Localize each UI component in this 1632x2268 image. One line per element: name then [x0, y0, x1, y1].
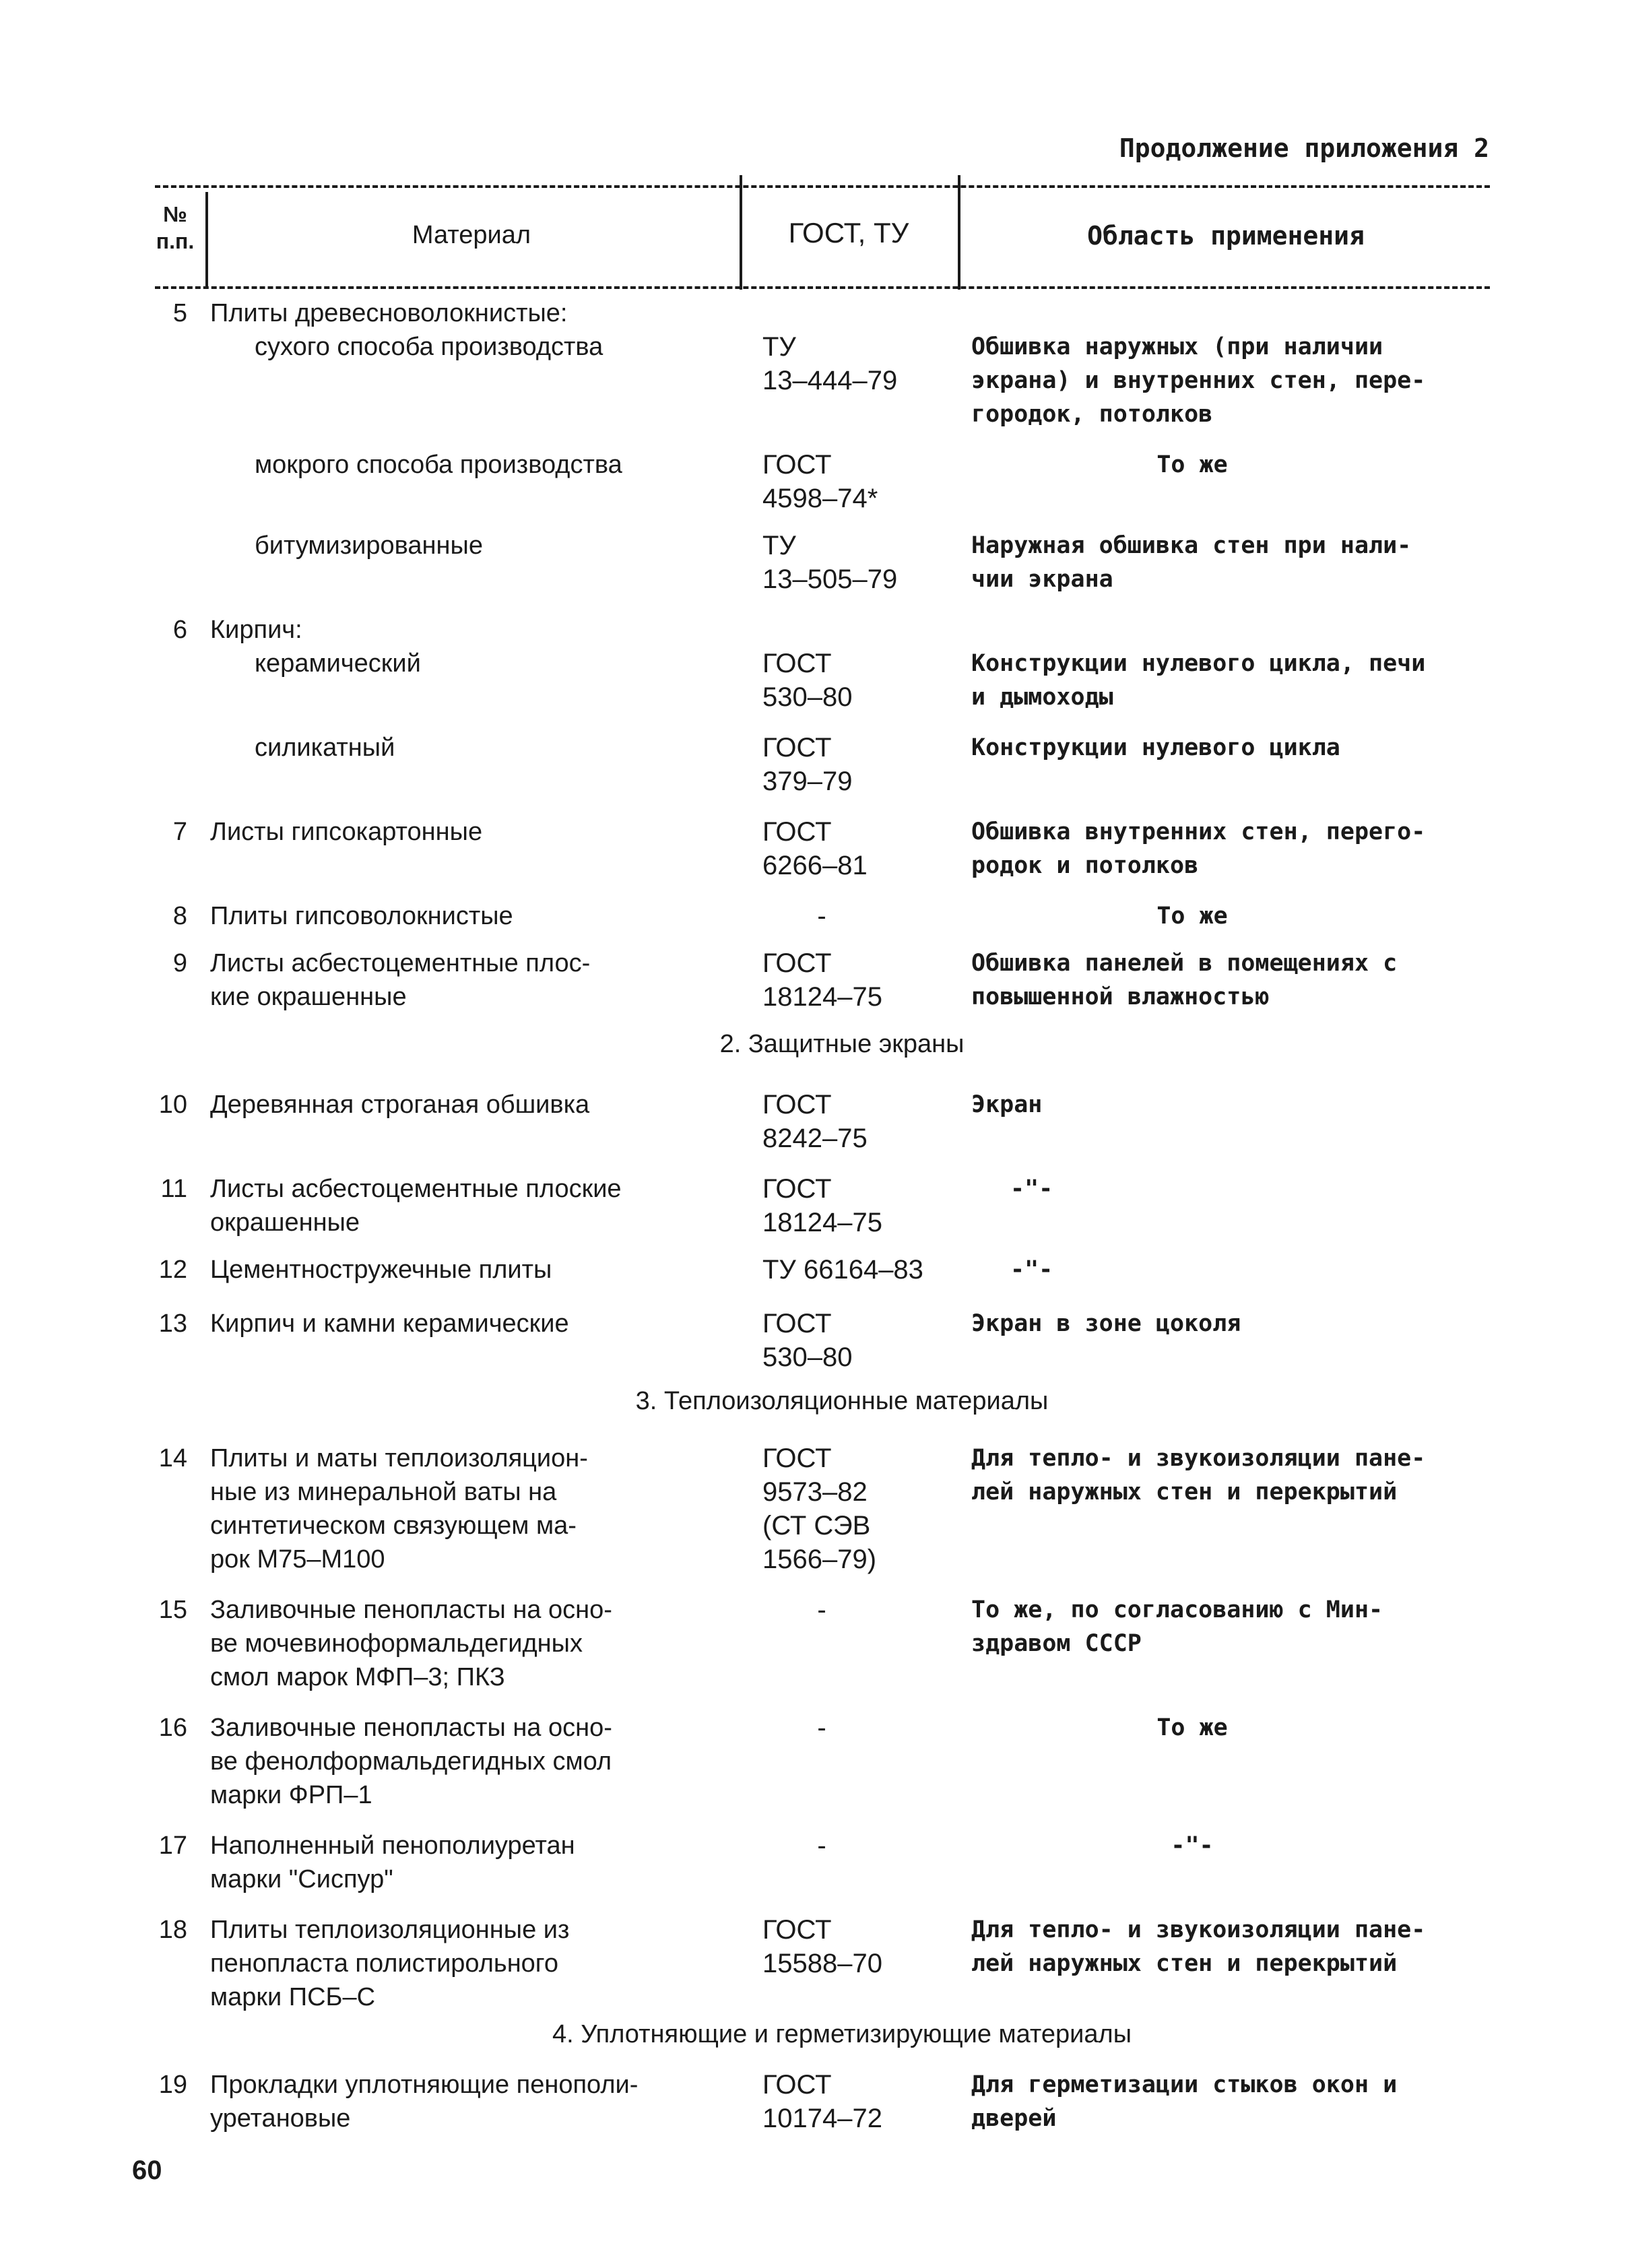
- row-material: силикатный: [255, 734, 395, 762]
- row-gost: ТУ 13–505–79: [762, 531, 898, 594]
- row-area: То же, по согласованию с Мин- здравом СССР: [971, 1596, 1383, 1657]
- row-gost: ГОСТ 530–80: [762, 1309, 853, 1372]
- row-area: Для тепло- и звукоизоляции пане- лей наружных стен и перекрытий: [971, 1445, 1426, 1505]
- row-area: Экран в зоне цоколя: [971, 1310, 1241, 1337]
- row-material: Листы гипсокартонные: [210, 818, 483, 846]
- row-material: Кирпич:: [210, 616, 302, 644]
- row-gost: -: [817, 1595, 826, 1625]
- row-number: 13: [158, 1309, 187, 1338]
- row-area: То же: [1156, 1714, 1228, 1741]
- row-gost: ГОСТ 6266–81: [762, 817, 868, 880]
- row-number: 14: [158, 1444, 187, 1472]
- row-gost: ГОСТ 8242–75: [762, 1090, 868, 1153]
- row-area: Обшивка внутренних стен, перего- родок и потолков: [971, 818, 1426, 879]
- row-gost: ТУ 66164–83: [762, 1255, 923, 1285]
- row-area: То же: [1156, 903, 1228, 930]
- row-material: мокрого способа производства: [255, 451, 622, 479]
- row-area: Для герметизации стыков окон и дверей: [971, 2071, 1398, 2132]
- row-material: Плиты древесноволокнистые:: [210, 299, 568, 327]
- row-area: Конструкции нулевого цикла: [971, 734, 1340, 761]
- row-area: То же: [1156, 451, 1228, 478]
- row-material: Заливочные пенопласты на осно- ве мочевиноформальдегидных смол марок МФП–3; ПКЗ: [210, 1596, 612, 1691]
- row-material: керамический: [255, 649, 421, 678]
- row-gost: -: [817, 1831, 826, 1860]
- header-bottom-rule: [155, 286, 1490, 289]
- row-gost: ГОСТ 530–80: [762, 649, 853, 712]
- row-number: 6: [172, 616, 187, 644]
- row-area: Наружная обшивка стен при нали- чии экрана: [971, 532, 1412, 593]
- row-number: 16: [158, 1714, 187, 1742]
- row-area: Конструкции нулевого цикла, печи и дымоходы: [971, 650, 1426, 711]
- row-material: Заливочные пенопласты на осно- ве фенолформальдегидных смол марки ФРП–1: [210, 1714, 612, 1809]
- section-title: 2. Защитные экраны: [719, 1030, 965, 1058]
- section-title: 3. Теплоизоляционные материалы: [635, 1387, 1049, 1415]
- header-gost: ГОСТ, ТУ: [788, 217, 909, 249]
- row-gost: ГОСТ 379–79: [762, 733, 853, 796]
- row-material: Листы асбестоцементные плос- кие окрашенные: [210, 949, 591, 1011]
- page-number: 60: [132, 2156, 162, 2185]
- row-number: 5: [172, 299, 187, 327]
- row-gost: ГОСТ 9573–82 (СТ СЭВ 1566–79): [762, 1444, 877, 1574]
- row-number: 10: [158, 1091, 187, 1119]
- row-gost: ГОСТ 18124–75: [762, 1174, 882, 1237]
- row-gost: -: [817, 1713, 826, 1743]
- row-gost: ГОСТ 15588–70: [762, 1915, 882, 1978]
- row-number: 8: [172, 902, 187, 930]
- row-material: Деревянная строганая обшивка: [210, 1091, 590, 1119]
- row-gost: ГОСТ 10174–72: [762, 2070, 882, 2133]
- row-number: 18: [158, 1916, 187, 1944]
- header-number: [145, 201, 205, 255]
- row-number: 15: [158, 1596, 187, 1624]
- row-material: Кирпич и камни керамические: [210, 1309, 569, 1338]
- page-title: Продолжение приложения 2: [1119, 133, 1489, 163]
- row-number: 7: [172, 818, 187, 846]
- row-area: -"-: [1010, 1175, 1053, 1202]
- row-area: Обшивка панелей в помещениях с повышенной влажностью: [971, 950, 1398, 1010]
- header-number-line1: №: [163, 202, 187, 226]
- row-material: Плиты и маты теплоизоляцион- ные из минеральной ваты на синтетическом связующем ма- рок М75–М100: [210, 1444, 588, 1574]
- row-number: 9: [172, 949, 187, 977]
- row-material: Наполненный пенополиуретан марки "Сиспур": [210, 1832, 575, 1893]
- row-gost: ТУ 13–444–79: [762, 332, 898, 395]
- row-area: Обшивка наружных (при наличии экрана) и внутренних стен, пере- городок, потолков: [971, 333, 1426, 428]
- row-area: -"-: [1171, 1832, 1214, 1859]
- row-gost: ГОСТ 18124–75: [762, 948, 882, 1012]
- row-gost: -: [817, 901, 826, 931]
- row-number: 17: [158, 1832, 187, 1860]
- row-material: Цементностружечные плиты: [210, 1256, 552, 1284]
- row-number: 12: [158, 1256, 187, 1284]
- header-material: Материал: [412, 221, 531, 249]
- row-material: сухого способа производства: [255, 333, 603, 361]
- row-area: Для тепло- и звукоизоляции пане- лей наружных стен и перекрытий: [971, 1916, 1426, 1977]
- row-number: 19: [158, 2071, 187, 2099]
- header-top-rule: [155, 185, 1490, 188]
- row-material: Плиты гипсоволокнистые: [210, 902, 513, 930]
- row-area: Экран: [971, 1091, 1043, 1118]
- row-gost: ГОСТ 4598–74*: [762, 450, 878, 513]
- section-title: 4. Уплотняющие и герметизирующие материалы: [552, 2020, 1132, 2048]
- row-material: Листы асбестоцементные плоские окрашенные: [210, 1175, 622, 1237]
- row-material: Прокладки уплотняющие пенополи- уретановые: [210, 2071, 639, 2133]
- row-area: -"-: [1010, 1256, 1053, 1283]
- row-material: битумизированные: [255, 531, 483, 560]
- header-area: Область применения: [1087, 221, 1365, 251]
- row-material: Плиты теплоизоляционные из пенопласта полистирольного марки ПСБ–С: [210, 1916, 570, 2011]
- header-number-line2: п.п.: [156, 229, 195, 253]
- row-number: 11: [160, 1175, 187, 1203]
